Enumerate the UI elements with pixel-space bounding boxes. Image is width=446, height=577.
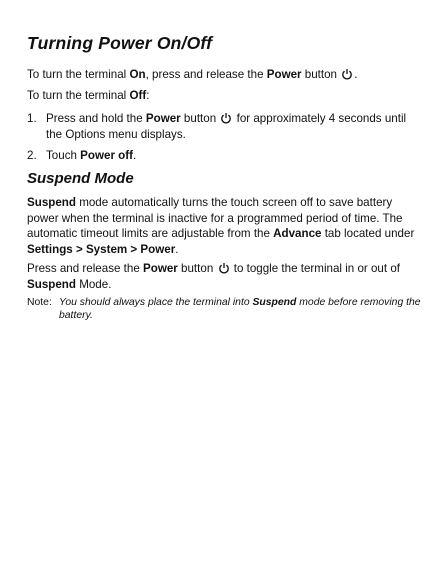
list-item-text <box>46 148 422 164</box>
note-suspend: Suspend <box>252 297 297 308</box>
intro-on: On <box>129 68 146 81</box>
suspend-text-3: . <box>175 242 179 256</box>
toggle-suspend: Suspend <box>27 277 76 291</box>
off-text-1: To turn the terminal <box>27 89 130 102</box>
toggle-power: Power <box>143 262 178 275</box>
suspend-text-1: mode automatically turns the touch screen off to save battery power when the terminal is inactive for a programmed period of time. The automatic timeout limits are adjustable from the <box>27 196 403 240</box>
intro-text-1: To turn the terminal <box>27 68 130 81</box>
note-text <box>59 296 424 322</box>
toggle-paragraph <box>27 261 422 292</box>
toggle-text-4: Mode. <box>75 277 112 291</box>
step1-text-3: for approximately 4 seconds until the Options menu displays. <box>46 112 407 141</box>
section-heading-suspend: Suspend Mode <box>27 170 134 187</box>
step1-text-1: Press and hold the <box>46 112 146 125</box>
power-icon <box>218 262 230 274</box>
power-icon <box>220 112 232 124</box>
toggle-text-1: Press and release the <box>27 262 144 275</box>
step1-power: Power <box>145 112 181 125</box>
intro-text-2: , press and release the <box>145 68 267 81</box>
page-title: Turning Power On/Off <box>27 33 213 53</box>
list-number: 2. <box>27 149 37 162</box>
toggle-text-2: button <box>177 262 217 275</box>
suspend-paragraph <box>27 195 422 257</box>
note-text-1: You should always place the terminal into <box>59 297 253 308</box>
step1-text-2: button <box>180 112 220 125</box>
off-paragraph <box>27 88 422 104</box>
advance-bold: Advance <box>273 227 322 240</box>
list-number: 1. <box>27 112 37 125</box>
note-text-2: mode before removing the battery. <box>59 297 421 321</box>
intro-text-4: . <box>354 68 358 81</box>
suspend-bold: Suspend <box>27 196 76 209</box>
settings-path-bold: Settings > System > Power <box>27 242 176 256</box>
suspend-text-2: tab located under <box>321 227 415 240</box>
note-label: Note: <box>27 297 52 308</box>
off-bold: Off <box>129 89 147 102</box>
power-icon <box>341 68 353 80</box>
off-text-2: : <box>146 89 150 102</box>
step2-text-1: Touch <box>46 149 81 162</box>
list-item-text <box>46 111 422 142</box>
intro-text-3: button <box>301 68 341 81</box>
step2-text-2: . <box>133 149 137 162</box>
intro-power: Power <box>266 68 302 81</box>
intro-paragraph <box>27 67 422 83</box>
step2-power-off: Power off <box>80 149 133 162</box>
toggle-text-3: to toggle the terminal in or out of <box>230 262 400 275</box>
